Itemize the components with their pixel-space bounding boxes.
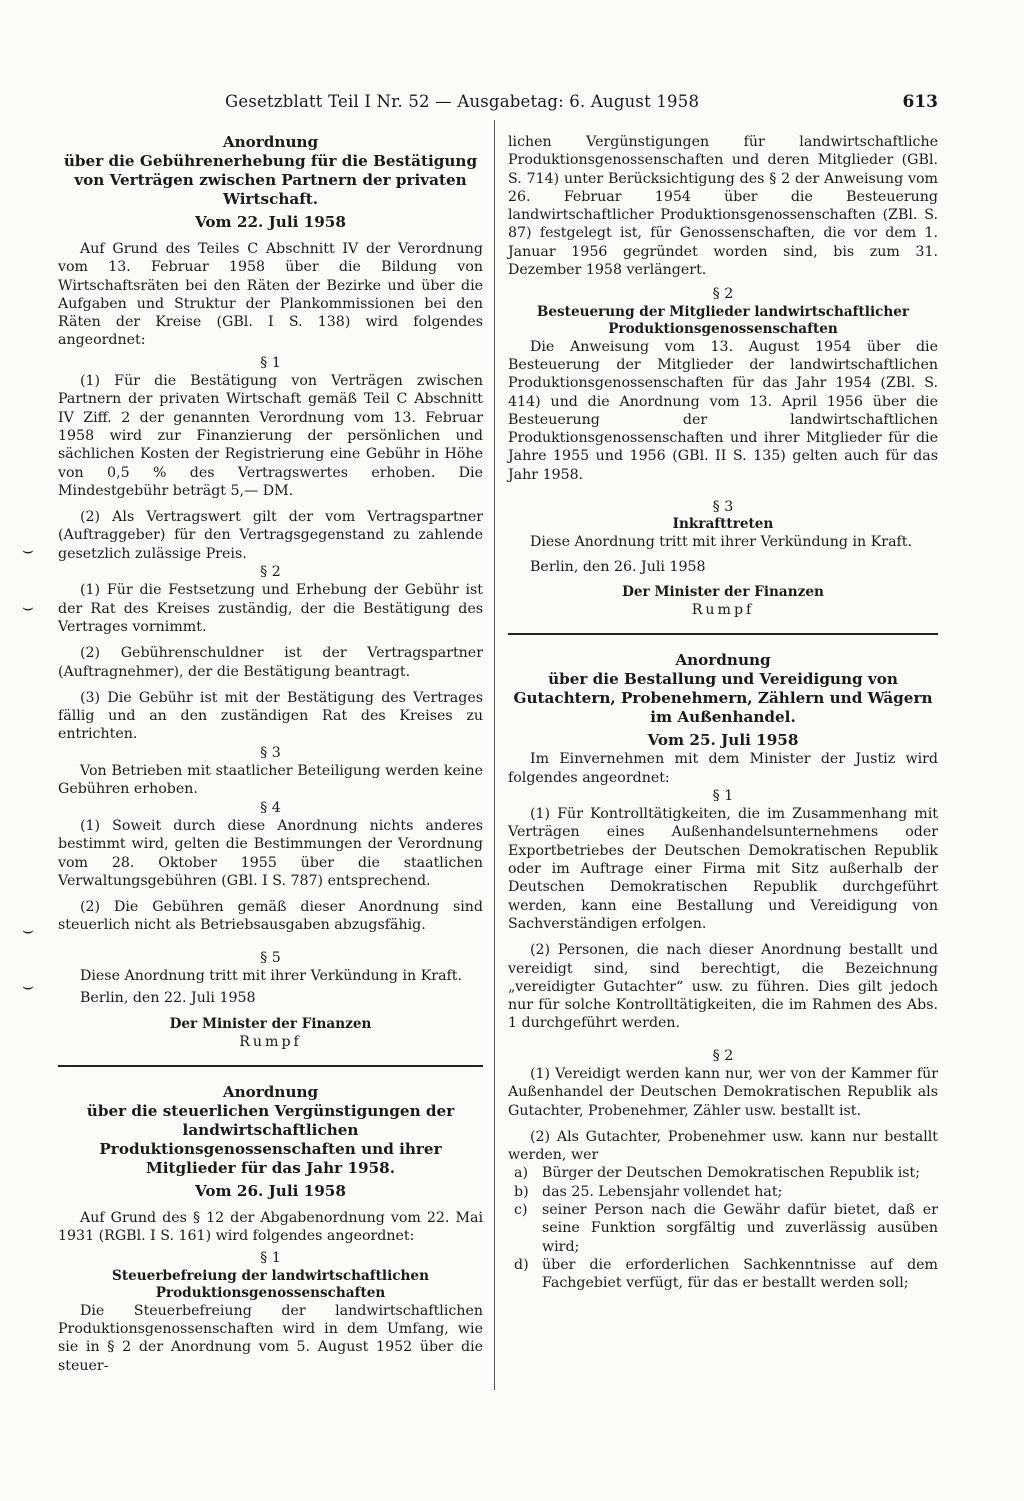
section-heading: § 2 — [712, 1047, 734, 1064]
paragraph: Die Anweisung vom 13. August 1954 über die Besteuerung der Mitglieder der landwirtschaftlichen Produktionsgenossenschaften für das Jahr 1954 (ZBl. S. 414) und die Anordnung vom 13. April 1956 über die Besteuerung der landwirtschaftlichen Produktionsgenossenschaften und ihrer Mitglieder für die Jahre 1955 und 1956 (GBl. II S. 135) gelten auch für das Jahr 1958. — [508, 338, 938, 483]
paragraph: (2) Als Gutachter, Probenehmer usw. kann nur bestallt werden, wer — [508, 1128, 938, 1164]
separator-rule — [58, 1065, 483, 1067]
section-heading: § 5 — [260, 949, 281, 966]
column-divider — [494, 120, 495, 1390]
page-header — [225, 92, 950, 118]
section-title: Inkrafttreten — [672, 516, 774, 533]
place-date: Berlin, den 26. Juli 1958 — [530, 558, 706, 575]
margin-mark: ⌣ — [22, 976, 34, 997]
paragraph-continuation: lichen Vergünstigungen für landwirtschaftliche Produktionsgenossenschaften und deren Mitglieder (GBl. S. 714) unter Berücksichtigung des § 2 der Anweisung vom 26. Februar 1954 über die Besteuerung landwirtschaftlicher Produktionsgenossenschaften (ZBl. S. 87) festgelegt ist, für Genossenschaften, die vor dem 1. Januar 1956 gegründet worden sind, bis zum 31. Dezember 1958 verlängert. — [508, 134, 938, 279]
paragraph: Die Steuerbefreiung der landwirtschaftlichen Produktionsgenossenschaften wird in dem Umfang, wie sie in § 2 der Anordnung vom 5. August 1952 über die steuer- — [58, 1302, 483, 1374]
paragraph: (1) Für die Festsetzung und Erhebung der Gebühr ist der Rat des Kreises zuständig, der die Bestätigung des Vertrages vornimmt. — [58, 582, 483, 635]
list-item-text: das 25. Lebensjahr vollendet hat; — [542, 1183, 783, 1200]
list-item — [508, 1256, 938, 1293]
paragraph: (2) Gebührenschuldner ist der Vertragspartner (Auftragnehmer), der die Bestätigung beantragt. — [58, 645, 483, 680]
paragraph: (1) Vereidigt werden kann nur, wer von der Kammer für Außenhandel der Deutschen Demokratischen Republik als Gutachter, Probenehmer, Zähler usw. bestallt ist. — [508, 1065, 938, 1119]
separator-rule — [508, 633, 938, 635]
ordinance-3-title: Anordnung — [675, 651, 771, 670]
section-heading: § 2 — [712, 286, 734, 303]
list-item-text: seiner Person nach die Gewähr dafür bietet, daß er seine Funktion sorgfältig und zuverlässig ausüben wird; — [542, 1202, 938, 1255]
list-item-text: über die erforderlichen Sachkenntnisse auf dem Fachgebiet verfügt, für das er bestallt werden soll; — [542, 1256, 938, 1292]
ordinance-1-date: Vom 22. Juli 1958 — [195, 213, 346, 231]
section-heading: § 1 — [260, 354, 281, 371]
signature-title: Der Minister der Finanzen — [622, 583, 824, 600]
margin-mark: ⌣ — [22, 540, 34, 561]
paragraph: Von Betrieben mit staatlicher Beteiligung werden keine Gebühren erhoben. — [58, 763, 483, 798]
section-heading: § 3 — [260, 744, 281, 761]
section-heading: § 1 — [712, 787, 734, 804]
list-item-label: d) — [514, 1256, 529, 1273]
ordinance-2-subtitle: über die steuerlichen Vergünstigungen der landwirtschaftlichen Produktionsgenossenschaften und ihrer Mitglieder für das Jahr 1958. — [86, 1101, 455, 1177]
ordinance-1-subtitle: über die Gebührenerhebung für die Bestätigung von Verträgen zwischen Partnern der privaten Wirtschaft. — [63, 152, 478, 208]
list-item — [508, 1201, 938, 1256]
list-item — [508, 1183, 938, 1201]
section-heading: § 4 — [260, 799, 281, 816]
section-title: Steuerbefreiung der landwirtschaftlichen Produktionsgenossenschaften — [112, 1267, 429, 1301]
section-title: Besteuerung der Mitglieder landwirtschaftlicher Produktionsgenossenschaften — [536, 303, 910, 337]
right-column — [508, 133, 938, 1293]
signature-title: Der Minister der Finanzen — [169, 1015, 372, 1032]
ordinance-2-intro: Auf Grund des § 12 der Abgabenordnung vom 22. Mai 1931 (RGBl. I S. 161) wird folgendes angeordnet: — [58, 1209, 483, 1245]
paragraph: (2) Die Gebühren gemäß dieser Anordnung sind steuerlich nicht als Betriebsausgaben abzugsfähig. — [58, 899, 483, 934]
paragraph: Diese Anordnung tritt mit ihrer Verkündung in Kraft. — [80, 967, 462, 984]
list-item-label: a) — [514, 1165, 528, 1182]
ordinance-1-title: Anordnung — [222, 133, 319, 151]
place-date: Berlin, den 22. Juli 1958 — [80, 990, 256, 1007]
signature-name: Rumpf — [691, 601, 755, 618]
gazette-title: Gesetzblatt Teil I Nr. 52 — Ausgabetag: 6. August 1958 — [225, 92, 700, 111]
ordinance-1-intro: Auf Grund des Teiles C Abschnitt IV der Verordnung vom 13. Februar 1958 über die Bildung von Wirtschaftsräten bei den Räten der Bezirke und über die Aufgaben und Struktur der Plankommissionen bei den Räten der Kreise (GBl. I S. 138) wird folgendes angeordnet: — [58, 241, 483, 349]
section-heading: § 3 — [712, 499, 734, 516]
signature-name: Rumpf — [239, 1033, 302, 1050]
ordinance-2-date: Vom 26. Juli 1958 — [195, 1181, 346, 1200]
margin-mark: ⌣ — [22, 597, 34, 618]
paragraph: (1) Für die Bestätigung von Verträgen zwischen Partnern der privaten Wirtschaft gemäß Teil C Abschnitt IV Ziff. 2 der genannten Verordnung vom 13. Februar 1958 wird zur Finanzierung der persönlichen und sächlichen Kosten der Registrierung eine Gebühr in Höhe von 0,5 % des Vertragswertes erhoben. Die Mindestgebühr beträgt 5,— DM. — [58, 373, 483, 499]
list-item-label: c) — [514, 1202, 528, 1219]
paragraph: (1) Für Kontrolltätigkeiten, die im Zusammenhang mit Verträgen eines Außenhandelsunternehmens oder Exportbetriebes der Deutschen Demokratischen Republik oder im Auftrage einer Firma mit Sitz außerhalb der Deutschen Demokratischen Republik durchgeführt werden, kann eine Bestallung und Vereidigung von Sachverständigen erfolgen. — [508, 806, 938, 932]
paragraph: Diese Anordnung tritt mit ihrer Verkündung in Kraft. — [530, 534, 912, 551]
left-column — [58, 133, 483, 1375]
section-heading: § 2 — [260, 564, 281, 581]
ordinance-3-date: Vom 25. Juli 1958 — [647, 731, 799, 750]
list-item — [508, 1164, 938, 1182]
paragraph: (2) Als Vertragswert gilt der vom Vertragspartner (Auftraggeber) für den Vertragsgegenstand zu zahlende gesetzlich zulässige Preis. — [58, 509, 483, 562]
margin-mark: ⌣ — [22, 920, 34, 941]
paragraph: (3) Die Gebühr ist mit der Bestätigung des Vertrages fällig und an den zuständigen Rat des Kreises zu entrichten. — [58, 689, 483, 743]
page-number: 613 — [902, 92, 938, 112]
ordinance-2-title: Anordnung — [222, 1082, 319, 1101]
paragraph: (2) Personen, die nach dieser Anordnung bestallt und vereidigt sind, sind berechtigt, die Bezeichnung „vereidigter Gutachter“ usw. zu führen. Dies gilt jedoch nur für solche Kontrolltätigkeiten, die im Rahmen des Abs. 1 durchgeführt werden. — [508, 942, 938, 1032]
list-item-label: b) — [514, 1183, 529, 1200]
section-heading: § 1 — [260, 1250, 281, 1267]
ordinance-3-subtitle: über die Bestallung und Vereidigung von Gutachtern, Probenehmern, Zählern und Wägern im Außenhandel. — [513, 670, 933, 727]
ordinance-3-intro: Im Einvernehmen mit dem Minister der Justiz wird folgendes angeordnet: — [508, 751, 938, 786]
paragraph: (1) Soweit durch diese Anordnung nichts anderes bestimmt wird, gelten die Bestimmungen der Verordnung vom 28. Oktober 1955 über die staatlichen Verwaltungsgebühren (GBl. I S. 787) entsprechend. — [58, 817, 483, 889]
list-item-text: Bürger der Deutschen Demokratischen Republik ist; — [542, 1165, 921, 1182]
